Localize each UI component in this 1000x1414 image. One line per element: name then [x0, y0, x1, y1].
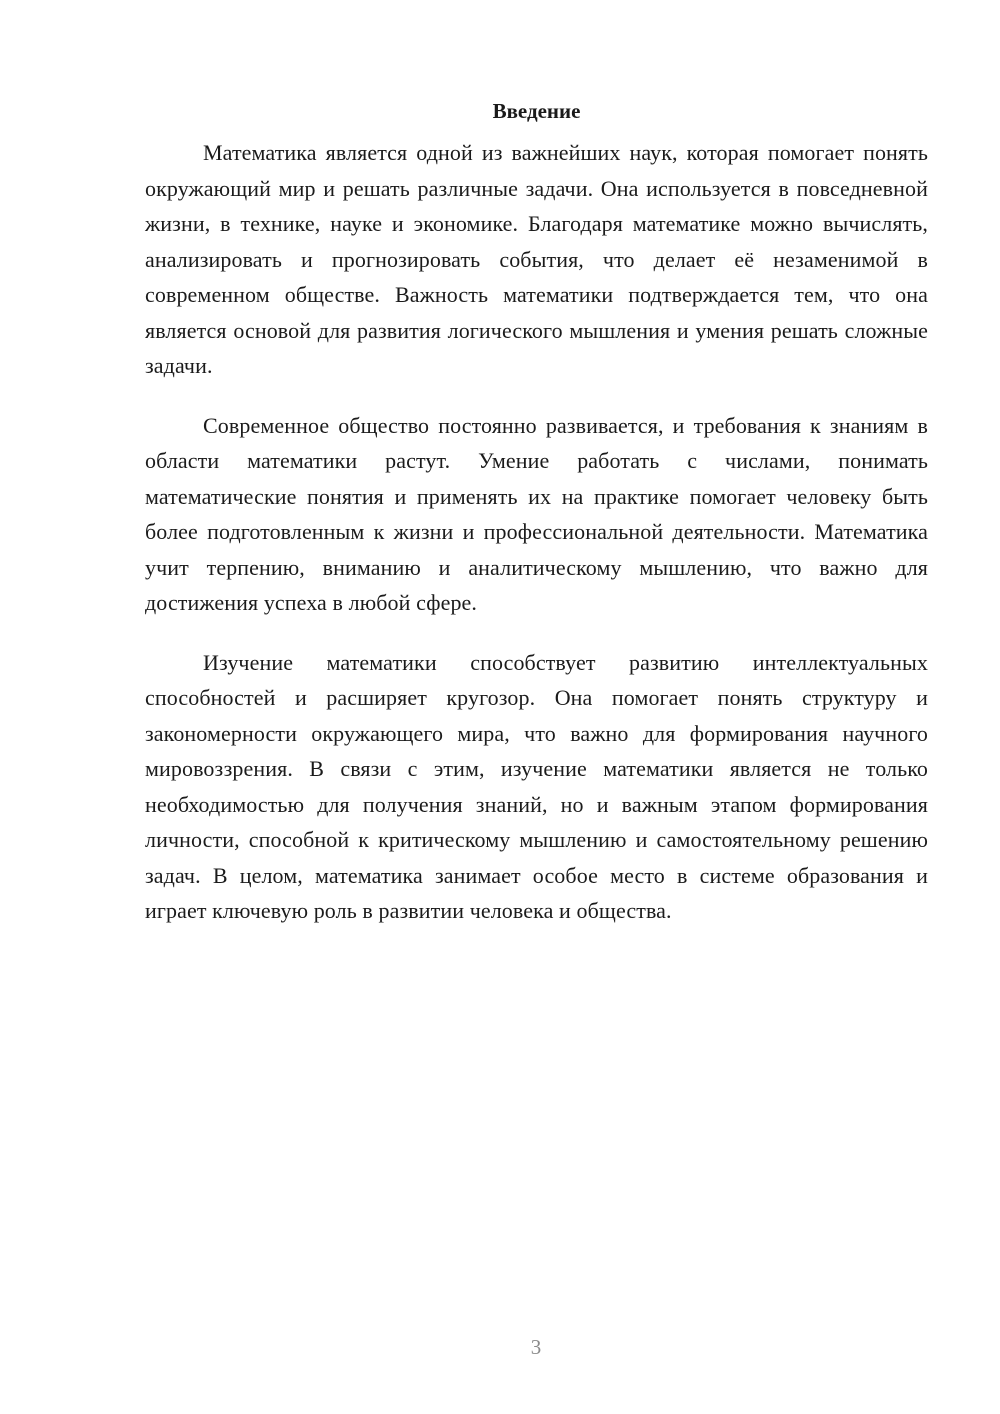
page-content	[145, 98, 928, 953]
paragraph-1: Математика является одной из важнейших наук, которая помогает понять окружающий мир и решать различные задачи. Она используется в повседневной жизни, в технике, науке и экономике. Благодаря математике можно вычислять, анализировать и прогнозировать события, что делает её незаменимой в современном обществе. Важность математики подтверждается тем, что она является основой для развития логического мышления и умения решать сложные задачи.	[145, 140, 928, 378]
page-number: 3	[530, 1335, 542, 1359]
paragraph-3: Изучение математики способствует развитию интеллектуальных способностей и расширяет кругозор. Она помогает понять структуру и закономерности окружающего мира, что важно для формирования научного мировоззрения. В связи с этим, изучение математики является не только необходимостью для получения знаний, но и важным этапом формирования личности, способной к критическому мышлению и самостоятельному решению задач. В целом, математика занимает особое место в системе образования и играет ключевую роль в развитии человека и общества.	[145, 649, 928, 923]
page-title: Введение	[492, 99, 581, 123]
paragraph-2: Современное общество постоянно развивается, и требования к знаниям в области математики растут. Умение работать с числами, понимать математические понятия и применять их на практике помогает человеку быть более подготовленным к жизни и профессиональной деятельности. Математика учит терпению, вниманию и аналитическому мышлению, что важно для достижения успеха в любой сфере.	[145, 412, 928, 615]
